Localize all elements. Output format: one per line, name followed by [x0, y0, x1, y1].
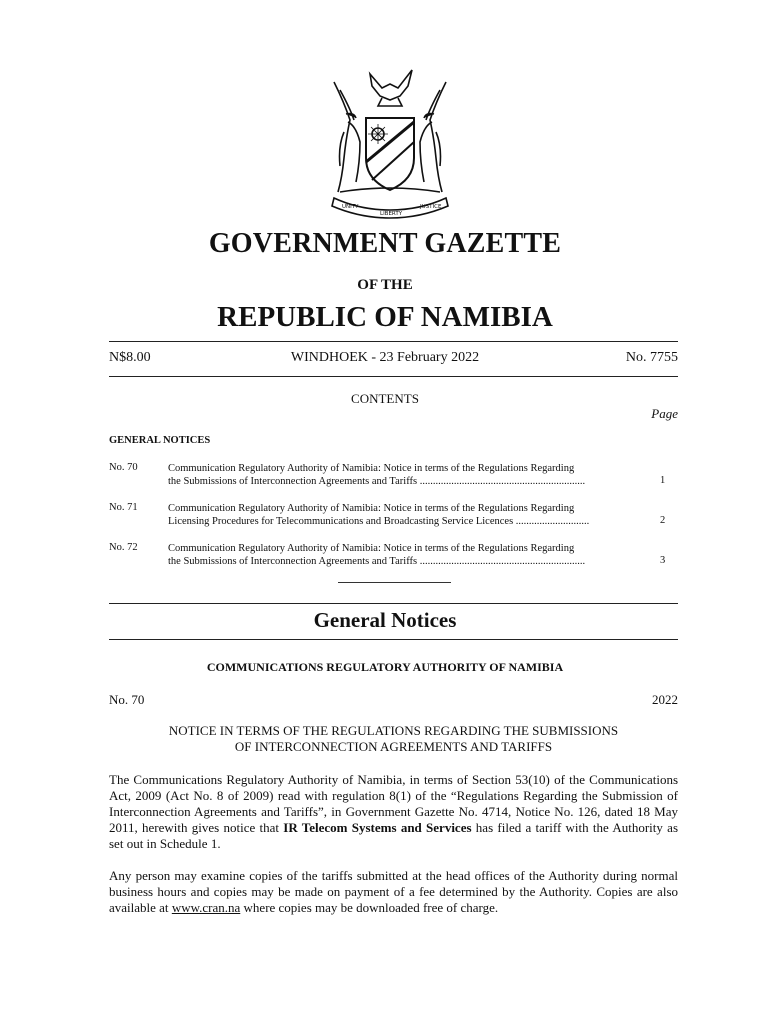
notice-paragraph-2	[109, 868, 678, 916]
masthead-rule-top	[109, 341, 678, 342]
toc-entry-page: 3	[660, 555, 666, 566]
toc-entry-number: No. 71	[109, 502, 138, 513]
website-link[interactable]: www.cran.na	[171, 900, 241, 915]
motto-justice: JUSTICE	[420, 204, 442, 210]
toc-entry-line: the Submissions of Interconnection Agreements and Tariffs ...............................................................	[168, 556, 586, 567]
paragraph-text: Any person may examine copies of the tariffs submitted at the head offices of the Authority during normal business hours and copies may be made on payment of a fee determined by the Authority. Copies are also available at	[109, 868, 678, 915]
section-rule-top	[109, 603, 678, 604]
toc-entry-page: 2	[660, 515, 666, 526]
toc-entry-text	[168, 502, 638, 528]
toc-entry-text	[168, 462, 638, 488]
section-rule-bottom	[109, 639, 678, 640]
place-date: WINDHOEK - 23 February 2022	[290, 350, 480, 365]
notice-number: No. 70	[109, 692, 145, 707]
toc-entry-line: Communication Regulatory Authority of Namibia: Notice in terms of the Regulations Regarding	[168, 503, 575, 514]
contents-heading: CONTENTS	[351, 391, 419, 406]
authority-heading: COMMUNICATIONS REGULATORY AUTHORITY OF NAMIBIA	[206, 660, 564, 674]
toc-entry-page: 1	[660, 475, 666, 486]
contents-end-rule	[338, 582, 451, 583]
notice-title-line: OF INTERCONNECTION AGREEMENTS AND TARIFFS	[234, 739, 553, 754]
contents-section-heading: GENERAL NOTICES	[109, 435, 211, 446]
paragraph-text: where copies may be downloaded free of charge.	[240, 900, 499, 915]
toc-entry-line: Communication Regulatory Authority of Namibia: Notice in terms of the Regulations Regarding	[168, 543, 575, 554]
paragraph-text: has filed a tariff with the Authority as set out in Schedule 1.	[109, 820, 678, 851]
notice-title-line: NOTICE IN TERMS OF THE REGULATIONS REGARDING THE SUBMISSIONS	[168, 723, 619, 738]
notice-title	[109, 723, 678, 755]
of-the-label: OF THE	[357, 277, 413, 293]
toc-entry-number: No. 72	[109, 542, 138, 553]
republic-title: REPUBLIC OF NAMIBIA	[217, 301, 553, 333]
toc-entry-line: Communication Regulatory Authority of Namibia: Notice in terms of the Regulations Regarding	[168, 463, 575, 474]
price: N$8.00	[109, 350, 151, 365]
gazette-number: No. 7755	[625, 350, 678, 365]
company-name: IR Telecom Systems and Services	[283, 820, 472, 835]
paragraph-text: The Communications Regulatory Authority of Namibia, in terms of Section 53(10) of the Communications Act, 2009 (Act No. 8 of 2009) read with regulation 8(1) of the “Regulations Regarding the Submission of Interconnection Agreements and Tariffs”, in Government Gazette No. 4714, Notice No. 126, dated 18 May 2011, herewith gives notice that	[109, 772, 678, 835]
page-column-label: Page	[651, 406, 678, 421]
toc-entry-line: the Submissions of Interconnection Agreements and Tariffs ...............................................................	[168, 476, 586, 487]
motto-liberty: LIBERTY	[380, 211, 403, 217]
coat-of-arms-icon	[320, 62, 460, 222]
motto-unity: UNITY	[342, 204, 359, 210]
toc-entry-line: Licensing Procedures for Telecommunications and Broadcasting Service Licences ............................	[168, 516, 590, 527]
gazette-title: GOVERNMENT GAZETTE	[208, 228, 562, 259]
toc-entry-number: No. 70	[109, 462, 138, 473]
toc-entry-text	[168, 542, 638, 568]
section-title: General Notices	[313, 608, 457, 632]
notice-year: 2022	[652, 692, 678, 707]
notice-paragraph-1	[109, 772, 678, 852]
masthead-rule-bottom	[109, 376, 678, 377]
